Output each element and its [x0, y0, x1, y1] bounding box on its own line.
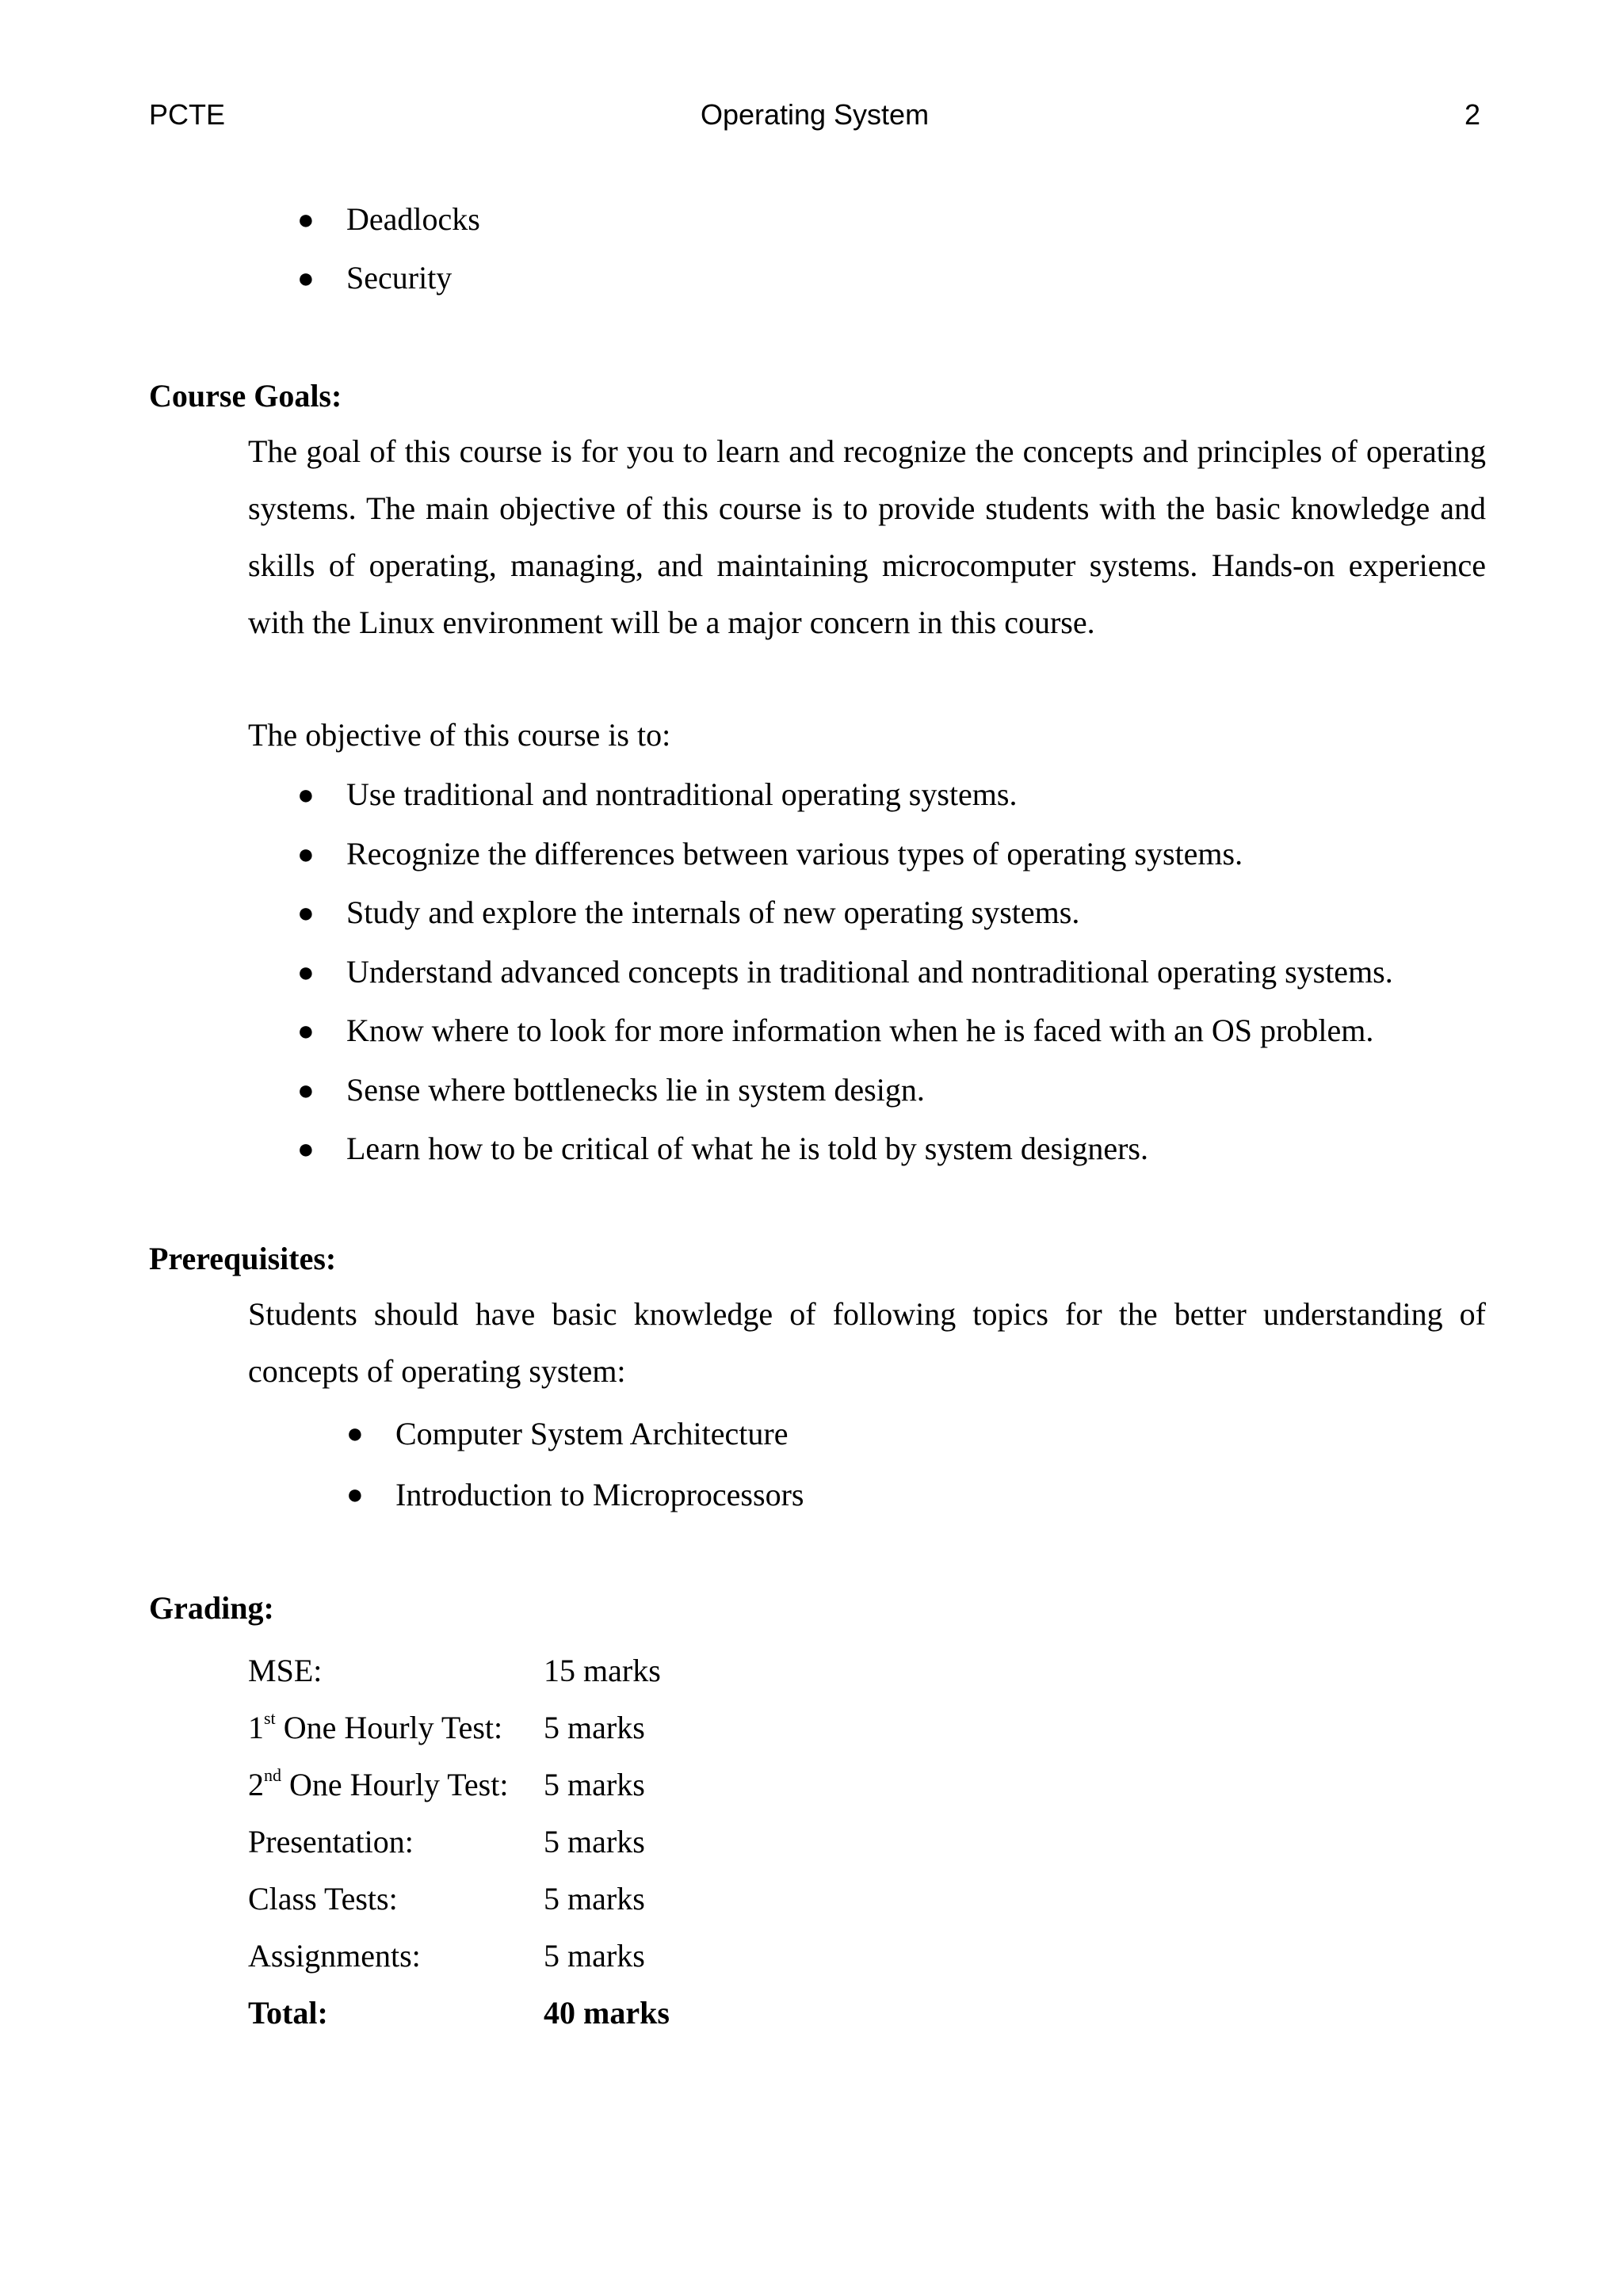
grading-label: 1st One Hourly Test:	[248, 1708, 503, 1745]
bullet-icon: ●	[297, 262, 315, 294]
bullet-icon: ●	[297, 955, 315, 988]
list-item: ● Know where to look for more information when he is faced with an OS problem.	[346, 1001, 1393, 1061]
course-goals-paragraph: The goal of this course is for you to learn and recognize the concepts and principles of operating systems. The main objective of this course is to provide students with the basic knowledge and skills of operating, managing, and maintaining microcomputer systems. Hands-on experience with the Linux environment will be a major concern in this course.	[248, 433, 1486, 640]
list-item: ● Introduction to Microprocessors	[395, 1464, 804, 1525]
list-item: ● Deadlocks	[346, 190, 480, 249]
objective-intro: The objective of this course is to:	[248, 717, 671, 753]
list-item: ● Learn how to be critical of what he is told by system designers.	[346, 1119, 1393, 1179]
bullet-icon: ●	[346, 1417, 364, 1449]
bullet-icon: ●	[297, 897, 315, 929]
prerequisites-list	[346, 1403, 804, 1525]
header-institution: PCTE	[149, 98, 226, 131]
bullet-icon: ●	[297, 779, 315, 810]
list-item: ● Recognize the differences between various types of operating systems.	[346, 825, 1393, 884]
grading-label: Class Tests:	[248, 1881, 398, 1917]
grading-label: Presentation:	[248, 1824, 414, 1859]
bullet-icon: ●	[297, 1015, 315, 1047]
page-header	[149, 98, 1480, 138]
grading-heading: Grading:	[149, 1590, 274, 1626]
list-item: ● Computer System Architecture	[395, 1403, 804, 1464]
bullet-icon: ●	[346, 1478, 364, 1510]
grading-total-label: Total:	[248, 1995, 328, 2031]
bullet-icon: ●	[297, 837, 315, 870]
grading-value: 5 marks	[544, 1824, 645, 1859]
grading-value: 15 marks	[544, 1653, 661, 1688]
grading-total-value: 40 marks	[544, 1995, 670, 2031]
list-item: ● Security	[346, 249, 480, 307]
list-item: ● Sense where bottlenecks lie in system design.	[346, 1061, 1393, 1120]
grading-label: 2nd One Hourly Test:	[248, 1765, 509, 1802]
bullet-icon: ●	[297, 1074, 315, 1106]
bullet-icon: ●	[297, 1133, 315, 1165]
list-item: ● Understand advanced concepts in traditional and nontraditional operating systems.	[346, 943, 1393, 1002]
header-title: Operating System	[700, 98, 930, 131]
list-item: ● Use traditional and nontraditional operating systems.	[346, 765, 1393, 825]
prerequisites-paragraph: Students should have basic knowledge of following topics for the better understanding of concepts of operating system:	[248, 1296, 1486, 1389]
grading-value: 5 marks	[544, 1881, 645, 1917]
grading-value: 5 marks	[544, 1710, 645, 1745]
topics-continued-list	[297, 190, 480, 307]
grading-label: Assignments:	[248, 1938, 421, 1974]
prerequisites-heading: Prerequisites:	[149, 1241, 337, 1276]
bullet-icon: ●	[297, 204, 315, 235]
grading-label: MSE:	[248, 1653, 323, 1688]
header-page-number: 2	[1464, 98, 1480, 131]
list-item: ● Study and explore the internals of new operating systems.	[346, 883, 1393, 943]
objectives-list	[297, 765, 1393, 1179]
grading-value: 5 marks	[544, 1938, 645, 1974]
course-goals-heading: Course Goals:	[149, 378, 342, 414]
grading-value: 5 marks	[544, 1767, 645, 1802]
